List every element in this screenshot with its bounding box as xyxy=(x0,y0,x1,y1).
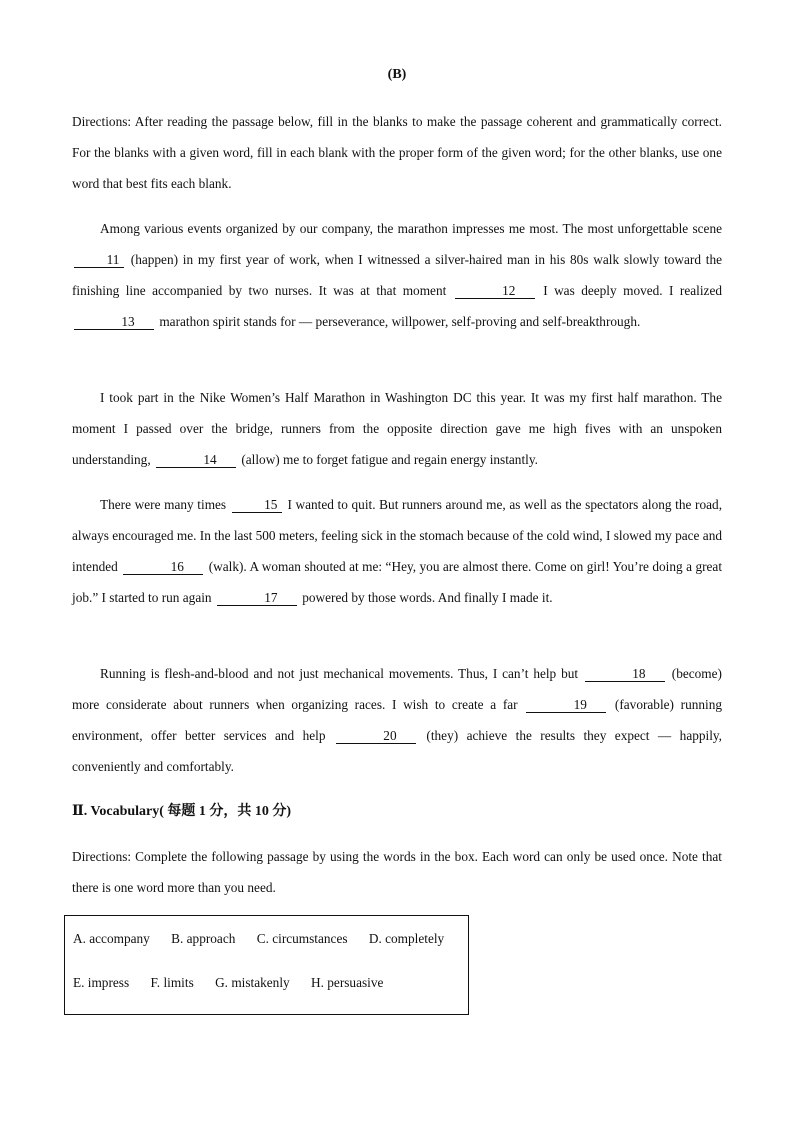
paragraph-text: powered by those words. And finally I made it. xyxy=(302,590,553,605)
directions-b: Directions: After reading the passage below, fill in the blanks to make the passage coherent and grammatically correct. For the blanks with a given word, fill in each blank with the proper form of the given word; for the other blanks, use one word that best fits each blank. xyxy=(72,114,722,191)
blank-18: 18 xyxy=(585,666,665,682)
word-row-1 xyxy=(73,929,462,949)
blank-11: 11 xyxy=(74,252,124,268)
vocabulary-directions: Directions: Complete the following passage by using the words in the box. Each word can only be used once. Note that there is one word more than you need. xyxy=(72,849,722,895)
blank-12: 12 xyxy=(455,283,535,299)
paragraph-1 xyxy=(72,213,722,337)
word-option: E. impress xyxy=(73,975,130,990)
word-option: H. persuasive xyxy=(311,975,384,990)
paragraph-text: Among various events organized by our company, the marathon impresses me most. The most unforgettable scene xyxy=(100,221,722,236)
blank-13: 13 xyxy=(74,314,154,330)
paragraph-text: (happen) in my first year of work, when I witnessed a silver-haired man in his 80s walk slowly toward the finishing line accompanied by two nurses. It was at that moment xyxy=(72,252,722,298)
blank-15: 15 xyxy=(232,497,282,513)
paragraph-text: I took part in the Nike Women’s Half Marathon in Washington DC this year. It was my first half marathon. The moment I passed over the bridge, runners from the opposite direction gave me high fives with an unspoken understanding, xyxy=(72,390,722,467)
word-option: C. circumstances xyxy=(256,931,348,946)
blank-17: 17 xyxy=(217,590,297,606)
paragraph-text: (become) more considerate about runners when organizing races. I wish to create a far xyxy=(72,666,722,712)
word-option: A. accompany xyxy=(73,931,150,946)
paragraph-text: (favorable) running environment, offer better services and help xyxy=(72,697,723,743)
word-option: B. approach xyxy=(171,931,236,946)
vocabulary-heading: Ⅱ. Vocabulary( 每题 1 分，共 10 分) xyxy=(72,804,292,819)
blank-20: 20 xyxy=(336,728,416,744)
paragraph-4 xyxy=(72,658,722,782)
paragraph-text: I wanted to quit. But runners around me, as well as the spectators along the road, always encouraged me. In the last 500 meters, feeling sick in the stomach because of the cold wind, I slowed my pace and intended xyxy=(72,497,723,574)
blank-16: 16 xyxy=(123,559,203,575)
paragraph-2 xyxy=(72,382,722,475)
paragraph-text: I was deeply moved. I realized xyxy=(543,283,723,298)
paragraph-text: There were many times xyxy=(100,497,227,512)
blank-19: 19 xyxy=(526,697,606,713)
word-option: D. completely xyxy=(368,931,445,946)
paragraph-3 xyxy=(72,489,722,613)
blank-14: 14 xyxy=(156,452,236,468)
word-row-2 xyxy=(73,973,401,993)
section-title: (B) xyxy=(387,67,407,82)
paragraph-text: Running is flesh-and-blood and not just mechanical movements. Thus, I can’t help but xyxy=(100,666,579,681)
word-box xyxy=(64,915,469,1015)
paragraph-text: (they) achieve the results they expect — happily, conveniently and comfortably. xyxy=(72,728,723,774)
paragraph-text: (allow) me to forget fatigue and regain energy instantly. xyxy=(241,452,538,467)
paragraph-text: (walk). A woman shouted at me: “Hey, you are almost there. Come on girl! You’re doing a great job.” I started to run again xyxy=(72,559,723,605)
word-option: F. limits xyxy=(150,975,194,990)
word-option: G. mistakenly xyxy=(215,975,290,990)
paragraph-text: marathon spirit stands for — perseverance, willpower, self-proving and self-breakthrough. xyxy=(159,314,641,329)
